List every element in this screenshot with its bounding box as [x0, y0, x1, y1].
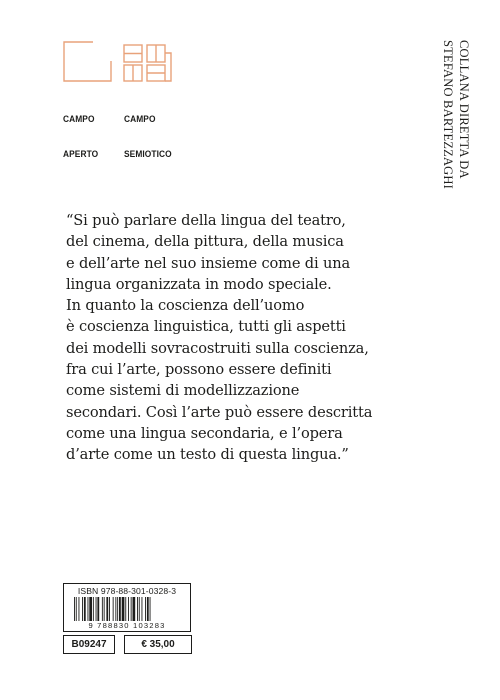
- series-credit-line: COLLANA DIRETTA DA: [457, 40, 471, 179]
- quote-line: dei modelli sovracostruiti sulla coscienza,: [66, 339, 369, 357]
- barcode-digits: 9 788830 103283: [88, 621, 166, 630]
- quote-line: e dell’arte nel suo insieme come di una: [66, 254, 351, 272]
- quote-line: fra cui l’arte, possono essere definiti: [66, 361, 332, 379]
- quote-line: In quanto la coscienza dell’uomo: [66, 297, 305, 315]
- quote-line: lingua organizzata in modo speciale.: [66, 275, 332, 293]
- quote-line: secondari. Così l’arte può essere descritta: [66, 403, 373, 421]
- quote-line: è coscienza linguistica, tutti gli aspetti: [66, 318, 346, 336]
- isbn-number: ISBN 978-88-301-0328-3: [77, 586, 177, 596]
- campo-logo-mark-icon: [63, 41, 193, 89]
- series-editor-credit: [428, 40, 472, 200]
- product-code: B09247: [63, 635, 115, 654]
- quote-line: del cinema, della pittura, della musica: [66, 233, 344, 251]
- quote-line: “Si può parlare della lingua del teatro,: [66, 212, 346, 229]
- series-credit-line: STEFANO BARTEZZAGHI: [441, 40, 455, 189]
- publisher-logo: [63, 41, 193, 160]
- logo-label-campo-aperto: CAMPO APERTO: [63, 114, 99, 160]
- quote-line: come sistemi di modellizzazione: [66, 382, 300, 400]
- price-label: € 35,00: [124, 635, 192, 654]
- quote-line: come una lingua secondaria, e l’opera: [66, 424, 343, 442]
- quote-line: d’arte come un testo di questa lingua.”: [66, 446, 349, 464]
- back-cover-quote: [66, 210, 466, 466]
- logo-label-campo-semiotico: CAMPO SEMIOTICO: [124, 114, 172, 160]
- isbn-barcode-box: [63, 583, 191, 632]
